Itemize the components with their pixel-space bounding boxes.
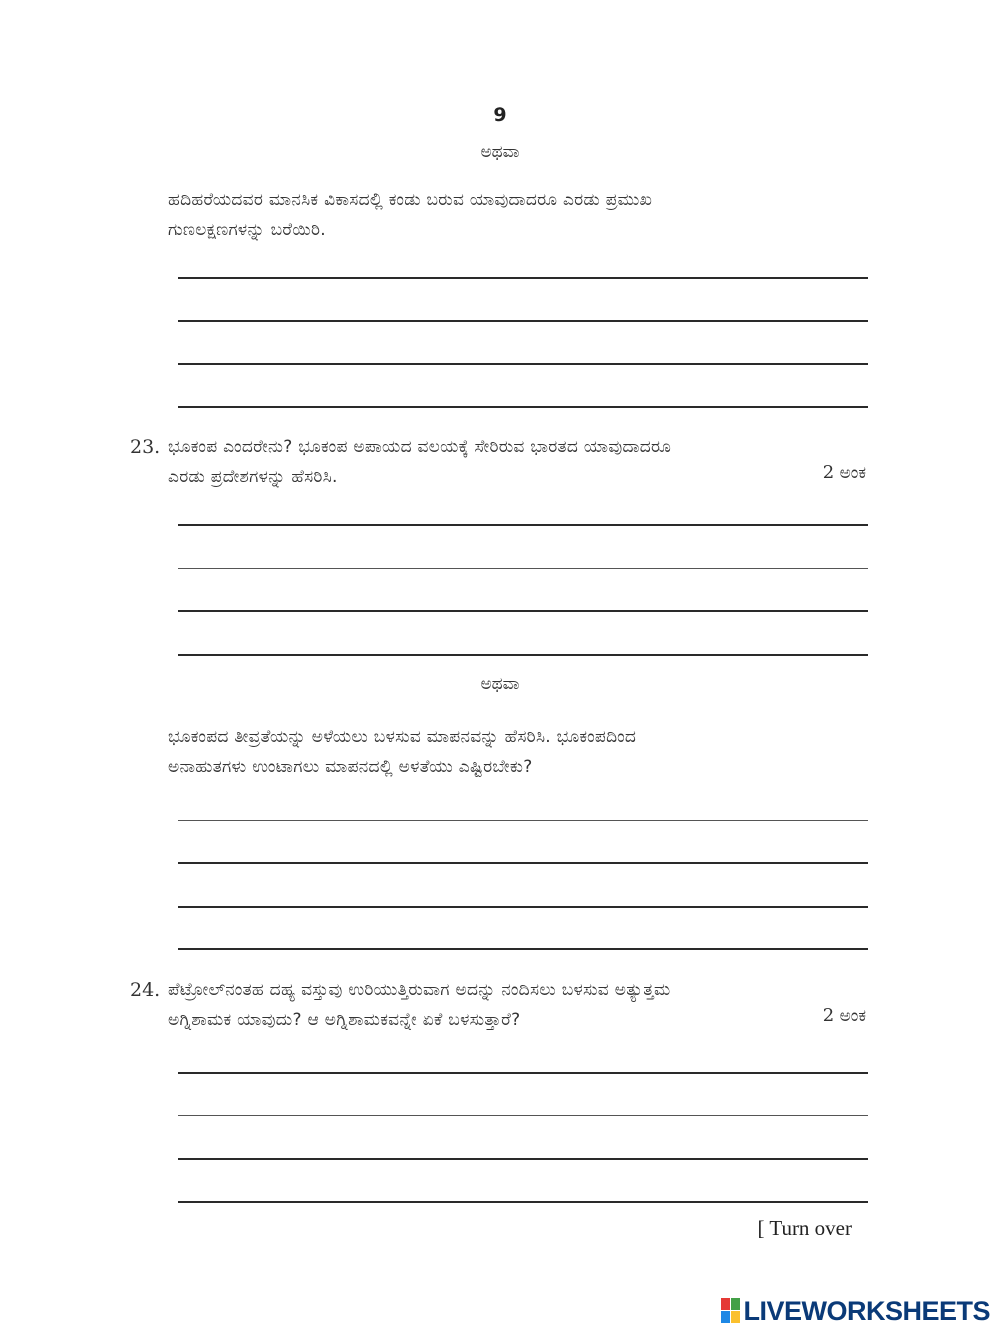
answer-line[interactable] [178,363,868,365]
question-text-line: ಭೂಕಂಪ ಎಂದರೇನು? ಭೂಕಂಪ ಅಪಾಯದ ವಲಯಕ್ಕೆ ಸೇರಿರುವ ಭಾರತದ ಯಾವುದಾದರೂ [168,437,672,457]
marks-label [823,1005,866,1026]
question-text-line: ಭೂಕಂಪದ ತೀವ್ರತೆಯನ್ನು ಅಳೆಯಲು ಬಳಸುವ ಮಾಪನವನ್ನು ಹೆಸರಿಸಿ. ಭೂಕಂಪದಿಂದ [168,727,637,747]
question-text-line: ಪೆಟ್ರೋಲ್‌ನಂತಹ ದಹ್ಯ ವಸ್ತುವು ಉರಿಯುತ್ತಿರುವಾಗ ಅದನ್ನು ನಂದಿಸಲು ಬಳಸುವ ಅತ್ಯುತ್ತಮ [168,980,671,1000]
marks-label [823,462,866,483]
answer-line[interactable] [178,948,868,950]
question-text-line: ಎರಡು ಪ್ರದೇಶಗಳನ್ನು ಹೆಸರಿಸಿ. [168,467,338,487]
question-number: 24. [130,979,161,1001]
answer-line[interactable] [178,277,868,279]
question-23-text [168,432,866,492]
answer-line[interactable] [178,320,868,322]
answer-line[interactable] [178,1158,868,1160]
question-23-alt-text [168,722,866,782]
answer-line[interactable] [178,820,868,821]
turn-over-label: [ Turn over [757,1216,852,1240]
liveworksheets-logo[interactable] [721,1296,990,1326]
answer-line[interactable] [178,406,868,408]
answer-line[interactable] [178,1115,868,1116]
answer-line[interactable] [178,654,868,656]
answer-line[interactable] [178,1201,868,1203]
brand-live: LIVE [743,1295,802,1326]
marks-value: 2 [822,1005,835,1026]
or-label: ಅಥವಾ [480,674,520,694]
answer-line[interactable] [178,862,868,864]
marks-unit: ಅಂಕ [839,463,866,483]
page-number: 9 [493,104,507,126]
question-text-line: ಅನಾಹುತಗಳು ಉಂಟಾಗಲು ಮಾಪನದಲ್ಲಿ ಅಳತೆಯು ಎಷ್ಟಿರಬೇಕು? [168,757,533,777]
question-24-text [168,975,866,1035]
marks-unit: ಅಂಕ [839,1006,866,1026]
question-22-alt-text [168,185,866,245]
answer-line[interactable] [178,610,868,612]
answer-line[interactable] [178,1072,868,1074]
answer-line[interactable] [178,568,868,569]
question-text-line: ಹದಿಹರೆಯದವರ ಮಾನಸಿಕ ವಿಕಾಸದಲ್ಲಿ ಕಂಡು ಬರುವ ಯಾವುದಾದರೂ ಎರಡು ಪ್ರಮುಖ [168,190,653,210]
marks-value: 2 [822,462,835,483]
brand-worksheets: WORKSHEETS [801,1295,990,1326]
answer-line[interactable] [178,906,868,908]
brand-name [743,1296,990,1327]
question-text-line: ಗುಣಲಕ್ಷಣಗಳನ್ನು ಬರೆಯಿರಿ. [168,220,326,240]
answer-line[interactable] [178,524,868,526]
question-number: 23. [130,436,161,458]
or-label: ಅಥವಾ [480,142,520,162]
liveworksheets-icon [721,1298,741,1324]
question-text-line: ಅಗ್ನಿಶಾಮಕ ಯಾವುದು? ಆ ಅಗ್ನಿಶಾಮಕವನ್ನೇ ಏಕೆ ಬಳಸುತ್ತಾರೆ? [168,1010,521,1030]
